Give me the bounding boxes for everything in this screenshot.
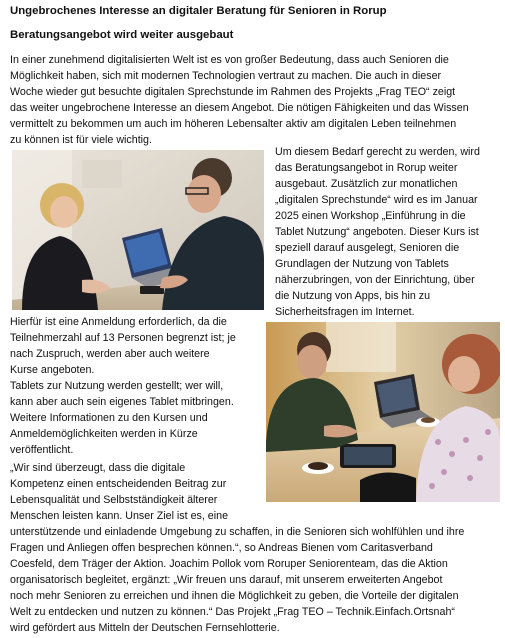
text-line: Hierfür ist eine Anmeldung erforderlich, da die bbox=[10, 316, 227, 328]
text-line: das Beratungsangebot in Rorup weiter bbox=[275, 162, 458, 174]
text-line: „Wir sind überzeugt, dass die digitale bbox=[10, 462, 186, 474]
text-line: Möglichkeit haben, sich mit modernen Technologien vertraut zu machen. Die auch in dieser bbox=[10, 70, 442, 82]
text-line: Grundlagen der Nutzung von Tablets bbox=[275, 258, 449, 270]
text-line: Menschen leisten kann. Unser Ziel ist es, eine bbox=[10, 510, 229, 522]
text-line: das weiter ungebrochene Interesse an diesem Angebot. Die nötigen Fähigkeiten und das Wissen bbox=[10, 102, 469, 114]
text-line: die Nutzung von Apps, bis hin zu bbox=[275, 290, 431, 302]
text-line: Tablet Nutzung“ angeboten. Dieser Kurs ist bbox=[275, 226, 479, 238]
text-line: Kurse angeboten. bbox=[10, 364, 95, 376]
text-line: 2025 einen Workshop „Einführung in die bbox=[275, 210, 466, 222]
text-line: Kompetenz einen entscheidenden Beitrag zur bbox=[10, 478, 227, 490]
text-line: vermittelt zu bekommen um auch im höheren Lebensalter aktiv am digitalen Leben teilnehmen bbox=[10, 118, 457, 130]
text-line: unterstützende und einladende Umgebung zu schaffen, in die Senioren sich wohlfühlen und ihre bbox=[10, 526, 465, 538]
text-line: Coesfeld, dem Träger der Aktion. Joachim Pollok vom Roruper Seniorenteam, das die Aktion bbox=[10, 558, 448, 570]
photo-1-illustration bbox=[12, 150, 264, 310]
text-line: näherzubringen, von der Einrichtung, über bbox=[275, 274, 475, 286]
text-line: speziell darauf ausgelegt, Senioren die bbox=[275, 242, 460, 254]
text-line: Lebensqualität und Selbstständigkeit älterer bbox=[10, 494, 218, 506]
text-line: zu können ist für viele wichtig. bbox=[10, 134, 152, 146]
text-line: veröffentlicht. bbox=[10, 444, 74, 456]
text-line: Welt zu entdecken und nutzen zu können.“ Das Projekt „Frag TEO – Technik.Einfach.Ortsnah“ bbox=[10, 606, 455, 618]
text-line: „digitalen Sprechstunde“ wird es im Januar bbox=[275, 194, 478, 206]
article-title: Ungebrochenes Interesse an digitaler Beratung für Senioren in Rorup bbox=[10, 5, 387, 17]
text-line: Woche wieder gut besuchte digitalen Sprechstunde im Rahmen des Projekts „Frag TEO“ zeigt bbox=[10, 86, 456, 98]
text-line: organisatorisch begleitet, ergänzt: „Wir freuen uns darauf, mit unserem erweiterten Angebot bbox=[10, 574, 443, 586]
photo-consultation-2 bbox=[266, 322, 500, 502]
text-line: Um diesem Bedarf gerecht zu werden, wird bbox=[275, 146, 480, 158]
text-line: Sicherheitsfragen im Internet. bbox=[275, 306, 415, 318]
text-line: ausgebaut. Zusätzlich zur monatlichen bbox=[275, 178, 458, 190]
quote-paragraph bbox=[10, 460, 262, 508]
text-line: Fragen und Anliegen offen besprechen können.“, so Andreas Bienen vom Caritasverband bbox=[10, 542, 433, 554]
closing-paragraph bbox=[10, 508, 502, 636]
text-line: kann aber auch sein eigenes Tablet mitbringen. bbox=[10, 396, 234, 408]
text-line: noch mehr Senioren zu erreichen und ihnen die Möglichkeit zu geben, die Vorteile der digitalen bbox=[10, 590, 459, 602]
left-column-paragraph bbox=[10, 314, 262, 458]
text-line: nach Zuspruch, werden aber auch weitere bbox=[10, 348, 210, 360]
text-line: Weitere Informationen zu den Kursen und bbox=[10, 412, 208, 424]
intro-paragraph bbox=[10, 52, 500, 148]
text-line: wird gefördert aus Mitteln der Deutschen Fernsehlotterie. bbox=[10, 622, 280, 634]
text-line: Tablets zur Nutzung werden gestellt; wer will, bbox=[10, 380, 224, 392]
text-line: Anmeldemöglichkeiten werden in Kürze bbox=[10, 428, 198, 440]
text-line: In einer zunehmend digitalisierten Welt ist es von großer Bedeutung, dass auch Senioren die bbox=[10, 54, 449, 66]
right-column-paragraph bbox=[275, 144, 501, 320]
article-subtitle: Beratungsangebot wird weiter ausgebaut bbox=[10, 29, 234, 41]
text-line: Teilnehmerzahl auf 13 Personen begrenzt ist; je bbox=[10, 332, 236, 344]
photo-consultation-1 bbox=[12, 150, 264, 310]
photo-2-illustration bbox=[266, 322, 500, 502]
